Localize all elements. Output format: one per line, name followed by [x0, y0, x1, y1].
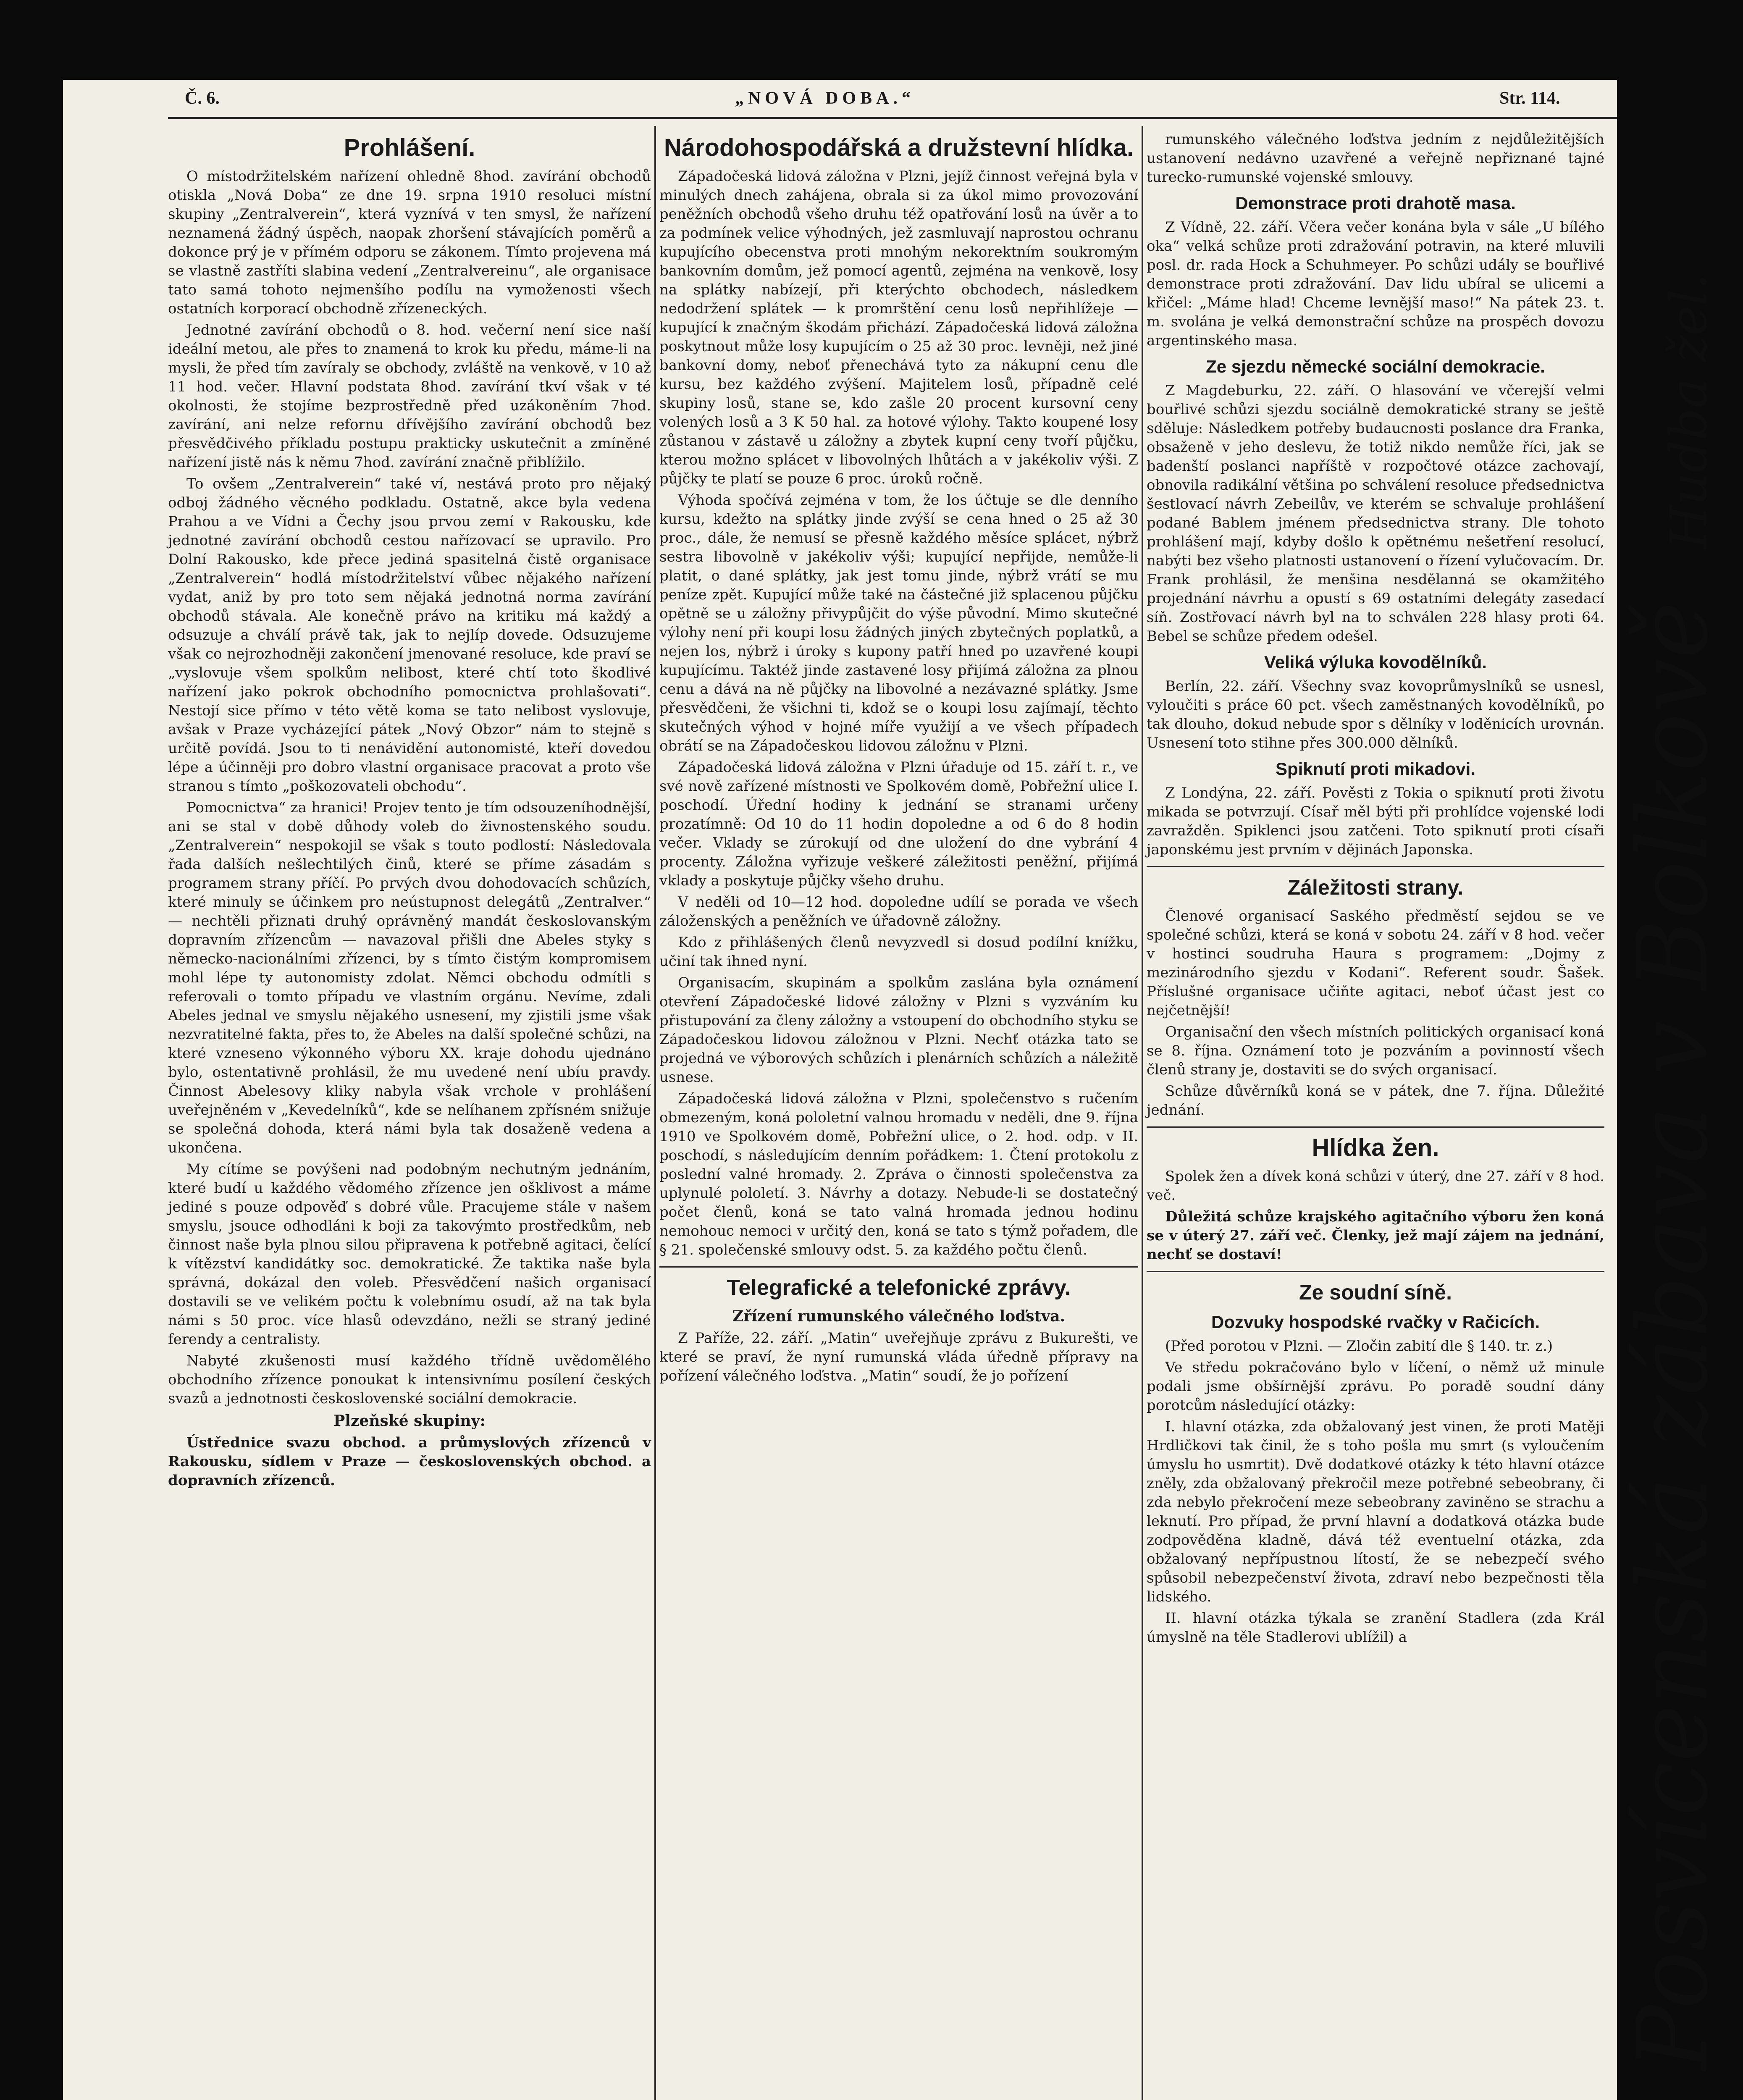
paragraph: II. hlavní otázka týkala se zranění Stadlera (zda Král úmyslně na těle Stadlerovi ublížil) a: [1147, 1610, 1604, 1646]
paragraph: Organisační den všech místních politických organisací koná se 8. října. Oznámení toto je pozváním a povinností všech členů strany je, dostaviti se do svých organisací.: [1147, 1024, 1604, 1078]
article-title-hlidka: Národohospodářská a družstevní hlídka.: [664, 134, 1134, 161]
column-divider: [1142, 126, 1143, 2100]
article-title-soud: Ze soudní síně.: [1299, 1281, 1452, 1304]
paragraph: Ve středu pokračováno bylo v líčení, o němž už minule podali jsme obšírnější zprávu. Po poradě soudní dány porotcům následující otázky:: [1147, 1359, 1604, 1414]
signature-heading: Plzeňské skupiny:: [333, 1412, 486, 1430]
paragraph: My cítíme se povýšeni nad podobným nechutným jednáním, které budí u každého vědomého zřízence jen ošklivost a máme jediné s pouze odpověď s dobré vůle. Pracujeme stále v našem smyslu, jsouce odhodláni k boji za takovýmto prostředkům, neb činnost naše byla plnou silou připravena k potřebně agitaci, čelící k vítězství kandidátky soc. demokratické. Že taktika naše byla správná, dokázal den voleb. Přesvědčení našich organisací dostavili se ve velikém počtu k volebnímu osudí, až na tak byla námi s 50 proc. více hlasů odevzdáno, nežli se straný jediné ferendy a centralisty.: [168, 1161, 651, 1348]
heading-vyluka: Veliká výluka kovodělníků.: [1264, 652, 1487, 672]
paragraph: Kdo z přihlášených členů nevyzvedl si dosud podílní knížku, učiní tak ihned nyní.: [659, 934, 1138, 970]
paragraph: Spolek žen a dívek koná schůzi v úterý, dne 27. září v 8 hod. več.: [1147, 1168, 1604, 1204]
paragraph: V neděli od 10—12 hod. dopoledne udílí se porada ve všech záloženských a peněžních ve úřadovně záložny.: [659, 894, 1138, 929]
paragraph: Organisacím, skupinám a spolkům zaslána byla oznámení otevření Západočeské lidové záložny v Plzni s vyzváním ku přistupování za členy záložny a vstoupení do obchodního styku se Západočeskou lidovou záložnou v Plzni. Nechť otázka tato se projedná ve výborových schůzích i plenárních schůzích a náležitě usnese.: [659, 974, 1138, 1086]
article-title-prohlaseni: Prohlášení.: [344, 134, 475, 161]
issue-number: Č. 6.: [185, 89, 220, 108]
overlay-title: Posvícenská zábava v Bolkově: [1617, 601, 1729, 2071]
signature: Ústřednice svazu obchod. a průmyslových zřízenců v Rakousku, sídlem v Praze — československých obchod. a dopravních zřízenců.: [168, 1434, 651, 1489]
telegraf-subtitle: Zřízení rumunského válečného loďstva.: [732, 1307, 1066, 1325]
paragraph: Berlín, 22. září. Všechny svaz kovoprůmyslníků se usnesl, vyloučiti s práce 60 pct. všech zaměstnaných kovodělníků, po tak dlouho, dokud nebude spor s dělníky v loděnicích urovnán. Usnesení toto stihne přes 300.000 dělníků.: [1147, 678, 1604, 751]
paragraph: Členové organisací Saského předměstí sejdou se ve společné schůzi, která se koná v sobotu 24. září v 8 hod. večer v hostinci soudruha Haura s programem: „Dojmy z mezinárodního sjezdu v Kodani“. Referent soudr. Šašek. Příslušné organisace učiňte agitaci, neboť účast jest co nejčetnější!: [1147, 908, 1604, 1019]
column-2: [659, 130, 1138, 2100]
paragraph: Z Londýna, 22. září. Pověsti z Tokia o spiknutí proti životu mikada se potvrzují. Císař měl býti při prohlídce vojenské lodi zavražděn. Spiklenci jsou zatčeni. Toto spiknutí proti císaři japonskému jest prvním v dějinách Japonska.: [1147, 785, 1604, 858]
paragraph: Z Vídně, 22. září. Včera večer konána byla v sále „U bílého oka“ velká schůze proti zdražování potravin, na které mluvili posl. dr. rada Hock a Schuhmeyer. Po schůzi udály se bouřlivé demonstrace proti zdražování. Dav lidu ubíral se ulicemi a křičel: „Máme hlad! Chceme levnější maso!“ Na pátek 23. t. m. svolána je velká demonstrační schůze na prospěch dovozu argentinského masa.: [1147, 219, 1604, 349]
paragraph: I. hlavní otázka, zda obžalovaný jest vinen, že proti Matěji Hrdličkovi tak činil, že s toho pošla mu smrt (s vyloučením úmyslu ho usmrtit). Dvě dodatkové otázky k této hlavní otázce zněly, zda obžalovaný překročil meze potřebné sebeobrany, či zda nebylo překročení meze sebeobrany zaviněno se strachu a leknutí. Pro případ, že první hlavní a dodatková otázka bude zodpověděna kladně, dává též eventuelní otázka, zda obžalovaný nepřípustnou lítostí, že se nebezpečí svého spůsobil nebezpečenství života, zdraví nebo bezpečnosti těla lidského.: [1147, 1418, 1604, 1605]
paragraph: Důležitá schůze krajského agitačního výboru žen koná se v úterý 27. září več. Členky, jež mají zájem na jednání, nechť se dostaví!: [1147, 1208, 1604, 1263]
section-divider: [1147, 1271, 1604, 1272]
article-title-zeny: Hlídka žen.: [1312, 1134, 1439, 1161]
heading-sjezd: Ze sjezdu německé sociální demokracie.: [1206, 357, 1545, 376]
heading-demonstrace: Demonstrace proti drahotě masa.: [1235, 193, 1516, 213]
newspaper-page: [63, 80, 1729, 2100]
court-note: (Před porotou v Plzni. — Zločin zabití dle § 140. tr. z.): [1165, 1338, 1553, 1354]
paragraph: Západočeská lidová záložna v Plzni, společenstvo s ručením obmezeným, koná pololetní valnou hromadu v neděli, dne 9. října 1910 ve Spolkovém domě, Pobřežní ulice, o 2. hod. odp. v II. poschodí, s následujícím denním pořádkem: 1. Čtení protokolu z poslední valné hromady. 2. Zpráva o činnosti společenstva za uplynulé pololetí. 3. Návrhy a dotazy. Nebude-li se dostatečný počet členů, koná se tato valná hromada jednou hodinu nemohouc nemoci v určitý den, koná se tato s týmž pořadem, dle § 21. společenské smlouvy odst. 5. za každého počtu členů.: [659, 1090, 1138, 1258]
section-divider: [659, 1266, 1138, 1268]
page-header: [63, 80, 1617, 109]
paragraph: Z Magdeburku, 22. září. O hlasování ve včerejší velmi bouřlivé schůzi sjezdu sociálně demokratické strany se ještě sděluje: Následkem potřeby budaucnosti poslance dra Franka, obsaženě v jeho deslevu, že totiž nikdo nemůže říci, jak se badenští poslanci napříště v rozpočtové otázce zachovají, obnovila radikální většina po schválení resoluce předsednictva šestlovací návrh Zebeilův, ve kterém se schvaluje prohlášení podané Bablem jménem předsednictva strany. Dle tohoto prohlášení mají, kdyby došlo k opětnému nešetření resolucí, nabýti bez všeho platnosti ustanovení o řízení vylučovacím. Dr. Frank prohlásil, že menšina nesdělanná se okamžitého projednání návrhu a opustí s 69 ostatními delegáty zasedací síň. Zostřovací návrh byl na to schválen 228 hlasy proti 64. Bebel se schůze předem odešel.: [1147, 382, 1604, 645]
paragraph: Schůze důvěrníků koná se v pátek, dne 7. října. Důležité jednání.: [1147, 1083, 1604, 1118]
paragraph: Z Paříže, 22. září. „Matin“ uveřejňuje zprávu z Bukurešti, ve které se praví, že nyní rumunská vláda úředně přípravy na pořízení válečného loďstva. „Matin“ soudí, že jo pořízení: [659, 1330, 1138, 1384]
paragraph: Pomocnictva“ za hranici! Projev tento je tím odsouzeníhodnější, ani se stal v době důhody voleb do živnostenského soudu. „Zentralverein“ nespokojil se však s touto podlostí: Následovala řada dalších nešlechtilých činů, které se příme zásadám s programem strany příčí. Po prvých dvou dohodovacích schůzích, které minuly se účinkem pro neústupnost delegátů „Zentralver.“ — nechtěli přiznati druhý oprávněný mandát českoslovanským dopravním zřízencům — navazoval přišli dne Abeles styky s německo-nacionálními zřízenci, by s tímto čistým kompromisem mohl lépe ty autonomisty zdolat. Němci obchodu odmítli s referovali o tomto případu ve vlastním orgánu. Nevíme, zdali Abeles jednal ve smyslu nějakého usnesení, my zjistili jsme však nezvratitelné fakta, přes to, že Abeles na další společné schůzi, na které vzneseno výkonného výboru XX. kraje dohodu ujednáno bylo, ostentativně prohlásil, že mu uvedené není ubíu pravdy. Činnost Abelesovy kliky nabyla však vrchole v prohlášení uveřejněném v „Kevedelníků“, kde se nelíhanem zpřísném snižuje se společná dohoda, která námi byla tak dosaženě vedena a ukončena.: [168, 799, 651, 1156]
section-divider: [1147, 1126, 1604, 1128]
court-subtitle: Dozvuky hospodské rvačky v Račicích.: [1211, 1312, 1540, 1332]
masthead: „NOVÁ DOBA.“: [735, 89, 915, 108]
paragraph: Západočeská lidová záložna v Plzni, jejíž činnost veřejná byla v minulých dnech zahájena, obrala si za úkol mimo provozování peněžních obchodů všeho druhu též opatřování losů na úvěr a to za podmínek velice výhodných, jež zasmluvají naprostou ochranu kupujícího obecenstva proti mnohým nekorektním soukromým bankovním domům, jež pomocí agentů, zejména na venkově, losy na splátky nabízejí, při kterýchto obchodech, následkem nedodržení splátek — k promrštění cenu losů nepřihlížeje — kupující k značným škodám přichází. Západočeská lidová záložna poskytnout může losy kupujícím o 25 až 30 proc. levněji, než jiné bankovní domy, neboť přenechává tyto za nákupní cenu dle kursu, bez každého zvýšení. Majitelem losů, případně celé skupiny losů, stane se, kdo zašle 20 procent kursovní ceny volených losů a 3 K 50 hal. za hotové výlohy. Takto koupené losy zůstanou v zástavě u záložny a zbytek kupní ceny tvoří půjčku, kterou možno splácet v libovolných lhůtách a v jakékoliv výši. Z půjčky te platí se pouze 6 proc. úroků ročně.: [659, 168, 1138, 487]
paragraph: rumunského válečného loďstva jedním z nejdůležitějších ustanovení nedávno uzavřené a veřejně nepřiznané tajné turecko-rumunské vojenské smlouvy.: [1147, 131, 1604, 186]
column-divider: [654, 126, 656, 2100]
overlay-right: Hudba žel.: [1660, 273, 1718, 549]
paragraph: O místodržitelském nařízení ohledně 8hod. zavírání obchodů otiskla „Nová Doba“ ze dne 19. srpna 1910 resoluci místní skupiny „Zentralverein“, která vyznívá v ten smysl, že nařízení neznamená žádný úspěch, naopak zhoršení stávajících poměrů a dokonce prý je v přímém odporu se zákonem. Tímto projevena má se vlastně zastříti slabina vedení „Zentralvereinu“, ale organisace tato samá tohoto nejmenšího podílu na vymoženosti všech ostatních korporací obchodně zřízeneckých.: [168, 168, 651, 317]
page-number: Str. 114.: [1499, 89, 1560, 108]
paragraph: Nabyté zkušenosti musí každého třídně uvědomělého obchodního zřízence ponoukat k intensivnímu posílení českých svazů a jednotnosti československé sociální demokracie.: [168, 1352, 651, 1407]
header-rule: [168, 117, 1617, 119]
paragraph: Výhoda spočívá zejména v tom, že los účtuje se dle denního kursu, kdežto na splátky jinde zvýší se cena hned o 25 až 30 proc., dále, že nemusí se přesně každého měsíce splácet, nýbrž sestra libovolně v jakékoliv výši; kupující nepřijde, nemůže-li platit, o dané splátky, jak jest tomu jinde, nýbrž vrátí se mu peníze zpět. Kupující může také na částečné již splacenou půjčku opětně se u záložny přivypůjčit do výše původní. Mimo skutečné výlohy není při koupi losu žádných jiných zbytečných poplatků, a nejen los, nýbrž i úroky s kupony patří hned po uzavřené koupi kupujícímu. Taktéž jinde zastavené losy přijímá záložna za plnou cenu a dává na ně půjčky na libovolné a nezávazné splátky. Jsme přesvědčeni, že všichni ti, kdož se o koupi losu zajímají, těchto skutečných výhod v hojné míře využijí a ve všech případech obrátí se na Západočeskou lidovou záložnu v Plzni.: [659, 492, 1138, 754]
article-title-strana: Záležitosti strany.: [1287, 876, 1464, 899]
column-3: [1147, 130, 1604, 2100]
paragraph: To ovšem „Zentralverein“ také ví, nestává proto pro nějaký odboj žádného věcného podkladu. Ostatně, akce byla vedena Prahou a ve Vídni a Čechy jsou prvou zemí v Rakousku, kde jednotné zavírání obchodů cestou nařízovací se upravilo. Pro Dolní Rakousko, kde přece jediná spasitelná čistě organisace „Zentralverein“ hodlá místodržitelství vůbec nějakého nařízení vydat, aniž by pro toto sem nějaká jednotná norma zavírání obchodů stávala. Ale konečně právo na kritiku má každý a odsuzuje a chválí právě tak, jak to nejlíp dovede. Odsuzujeme však co nejrozhodněji zakončení jmenované resoluce, kde praví se „vyslovuje všem spolkům nelibost, které chtí toto škodlivé nařízení jako pokrok obchodního pomocnictva prohlašovati“. Nestojí sice přímo v této větě koma se tato nelibost vyslovuje, avšak v Praze vycházející pátek „Nový Obzor“ nám to stejně s určitě povídá. Jsou to ti nenávidění autonomisté, kteří dovedou lépe a účinněji pro dobro vlastní organisace pracovat a proto vše stranou s tímto „poškozovateli obchodu“.: [168, 475, 651, 795]
column-1: [168, 130, 651, 2100]
vertical-overlay-text: [1617, 143, 1743, 2100]
article-title-telegraf: Telegrafické a telefonické zprávy.: [727, 1276, 1071, 1300]
paragraph: Západočeská lidová záložna v Plzni úřaduje od 15. září t. r., ve své nově zařízené místnosti ve Spolkovém domě, Pobřežní ulice I. poschodí. Úřední hodiny k jednání se stranami určeny prozatímně: Od 10 do 11 hodin dopoledne a od 6 do 8 hodin večer. Vklady se zúrokují od dne uložení do dne vybrání 4 procenty. Záložna vyřizuje veškeré záležitosti peněžní, přijímá vklady a poskytuje půjčky všeho druhu.: [659, 759, 1138, 889]
paragraph: Jednotné zavírání obchodů o 8. hod. večerní není sice naší ideální metou, ale přes to znamená to krok ku předu, máme-li na mysli, že před tím zavíraly se obchody, zvláště na venkově, v 10 až 11 hod. večer. Hlavní podstata 8hod. zavírání tkví však v té okolnosti, že stojíme bezprostředně před uzákoněním 7hod. zavírání, ani nelze refornu dřívějšího zavírání obchodů bez přesvědčivého příkladu postupu prakticky uskutečnit a zmíněné nařízení jistě nás k němu 7hod. zavírání značně přiblížilo.: [168, 322, 651, 471]
heading-spiknuti: Spiknutí proti mikadovi.: [1275, 759, 1476, 779]
section-divider: [1147, 866, 1604, 867]
